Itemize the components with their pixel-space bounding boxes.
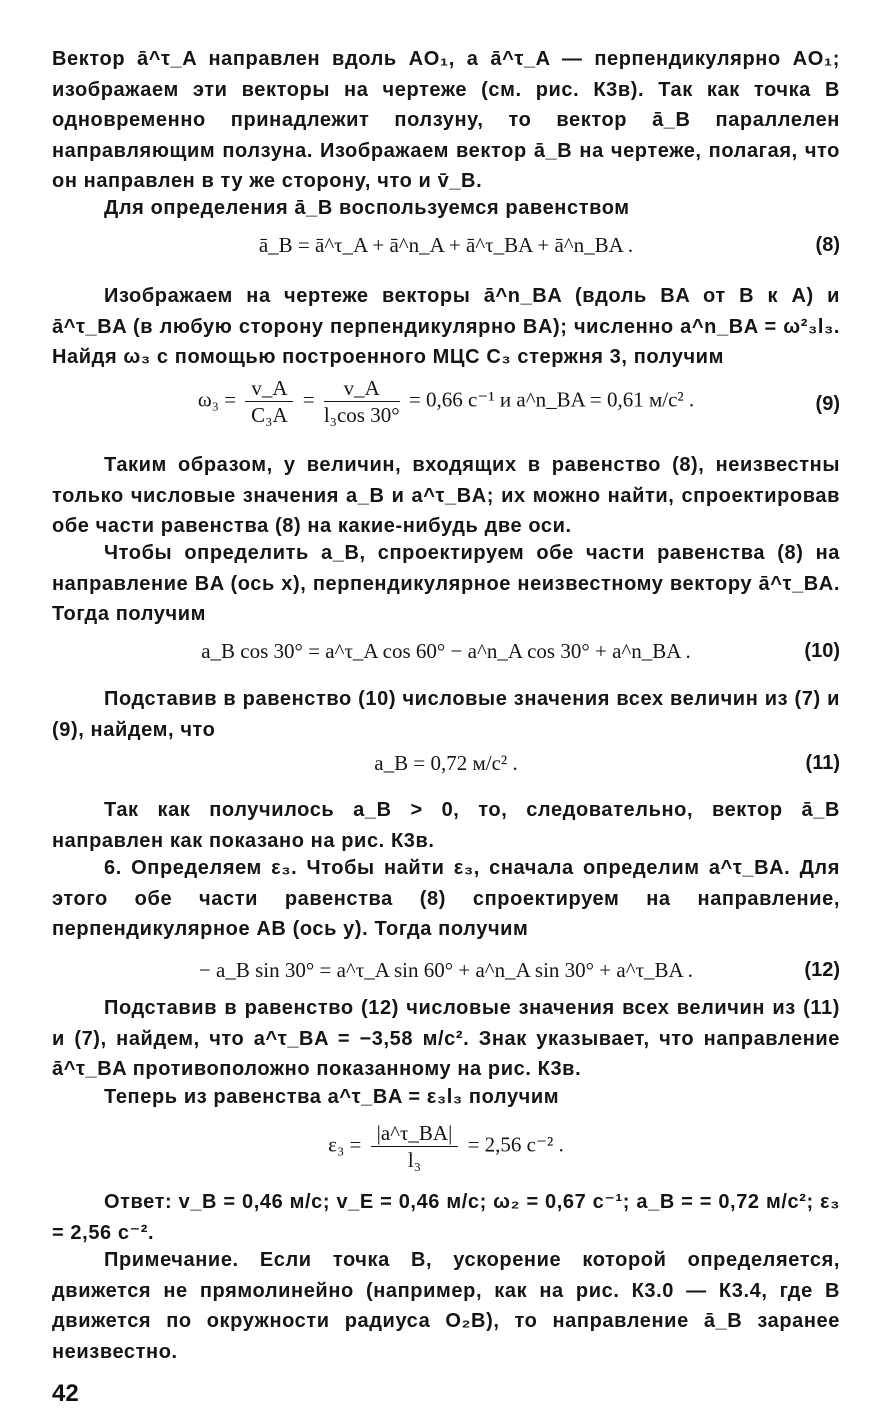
formula-eps3-rhs: = 2,56 с⁻² . [467,1132,564,1157]
formula-12-expression: − a_B sin 30° = a^τ_A sin 60° + a^n_A sin 30° + a^τ_BA . [198,958,694,982]
formula-9-equals: = [302,387,315,412]
paragraph-unknowns: Таким образом, у величин, входящих в равенство (8), неизвестны только числовые значения a_B и a^τ_BA; их можно найти, спроектировав обе части равенства (8) на какие-нибудь две оси. [52,454,840,537]
formula-8-expression: ā_B = ā^τ_A + ā^n_A + ā^τ_BA + ā^n_BA . [258,233,634,257]
paragraph-answer: Ответ: v_B = 0,46 м/с; v_E = 0,46 м/с; ω₂ = 0,67 с⁻¹; a_B = = 0,72 м/с²; ε₃ = 2,56 с⁻². [52,1191,840,1244]
paragraph-project-x: Чтобы определить a_B, спроектируем обе части равенства (8) на направление BA (ось x), перпендикулярное неизвестному вектору ā^τ_BA. Тогда получим [52,542,840,625]
paragraph-substitute-10: Подставив в равенство (10) числовые значения всех величин из (7) и (9), найдем, что [52,688,840,741]
formula-eps3-lhs: ε₃ = [328,1132,362,1157]
formula-10-expression: a_B cos 30° = a^τ_A cos 60° − a^n_A cos 30° + a^n_BA . [201,639,691,663]
paragraph-determine-eps3: 6. Определяем ε₃. Чтобы найти ε₃, сначала определим a^τ_BA. Для этого обе части равенства (8) спроектируем на направление, перпендикулярное AB (ось y). Тогда получим [52,857,840,940]
paragraph-substitute-12: Подставив в равенство (12) числовые значения всех величин из (11) и (7), найдем, что a^τ_BA = −3,58 м/с². Знак указывает, что направление ā^τ_BA противоположно показанному на рис. К3в. [52,997,840,1080]
formula-11-expression: a_B = 0,72 м/с² . [374,751,518,775]
formula-eps3-fraction [371,1120,459,1173]
paragraph-note: Примечание. Если точка B, ускорение которой определяется, движется не прямолинейно (например, как на рис. К3.0 — К3.4, где B движется по окружности радиуса O₂B), то направление ā_B заранее неизвестно. [52,1249,840,1363]
formula-9-fraction-1-numerator: v_A [245,375,293,402]
formula-eps3 [52,1120,840,1176]
paragraph-determine-aB: Для определения ā_B воспользуемся равенством [104,197,630,219]
formula-8-number: (8) [815,234,840,256]
formula-10 [52,636,840,676]
formula-eps3-denominator: l₃ [407,1148,422,1172]
formula-11 [52,748,840,788]
formula-9-fraction-2-denominator: l₃cos 30° [323,403,400,427]
formula-9-expression [198,375,694,428]
paragraph-from-equality: Теперь из равенства a^τ_BA = ε₃l₃ получим [104,1086,560,1108]
formula-9-rhs: = 0,66 с⁻¹ и a^n_BA = 0,61 м/с² . [408,387,695,412]
formula-9 [52,375,840,431]
formula-9-number: (9) [815,393,840,415]
formula-9-fraction-2-numerator: v_A [324,375,400,402]
page-number: 42 [52,1380,79,1407]
formula-11-number: (11) [805,752,840,774]
formula-9-fraction-2 [324,375,400,428]
formula-9-fraction-1-denominator: C₃A [251,403,288,427]
formula-9-fraction-1 [245,375,293,428]
paragraph-aB-positive: Так как получилось a_B > 0, то, следовательно, вектор ā_B направлен как показано на рис. К3в. [52,799,840,852]
formula-9-lhs: ω₃ = [197,387,237,412]
formula-12-number: (12) [804,959,840,981]
formula-12 [52,955,840,995]
formula-8 [52,230,840,270]
formula-10-number: (10) [804,640,840,662]
paragraph-vector-directions: Вектор ā^τ_A направлен вдоль AO₁, а ā^τ_A — перпендикулярно AO₁; изображаем эти векторы на чертеже (см. рис. К3в). Так как точка B одновременно принадлежит ползуну, то вектор ā_B параллелен направляющим ползуна. Изображаем вектор ā_B на чертеже, полагая, что он направлен в ту же сторону, что и v̄_B. [52,48,840,192]
formula-eps3-numerator: |a^τ_BA| [371,1120,459,1147]
formula-eps3-expression [328,1120,564,1173]
paragraph-depict-vectors: Изображаем на чертеже векторы ā^n_BA (вдоль BA от B к A) и ā^τ_BA (в любую сторону перпендикулярно BA); численно a^n_BA = ω²₃l₃. Найдя ω₃ с помощью построенного МЦС C₃ стержня 3, получим [52,285,840,368]
